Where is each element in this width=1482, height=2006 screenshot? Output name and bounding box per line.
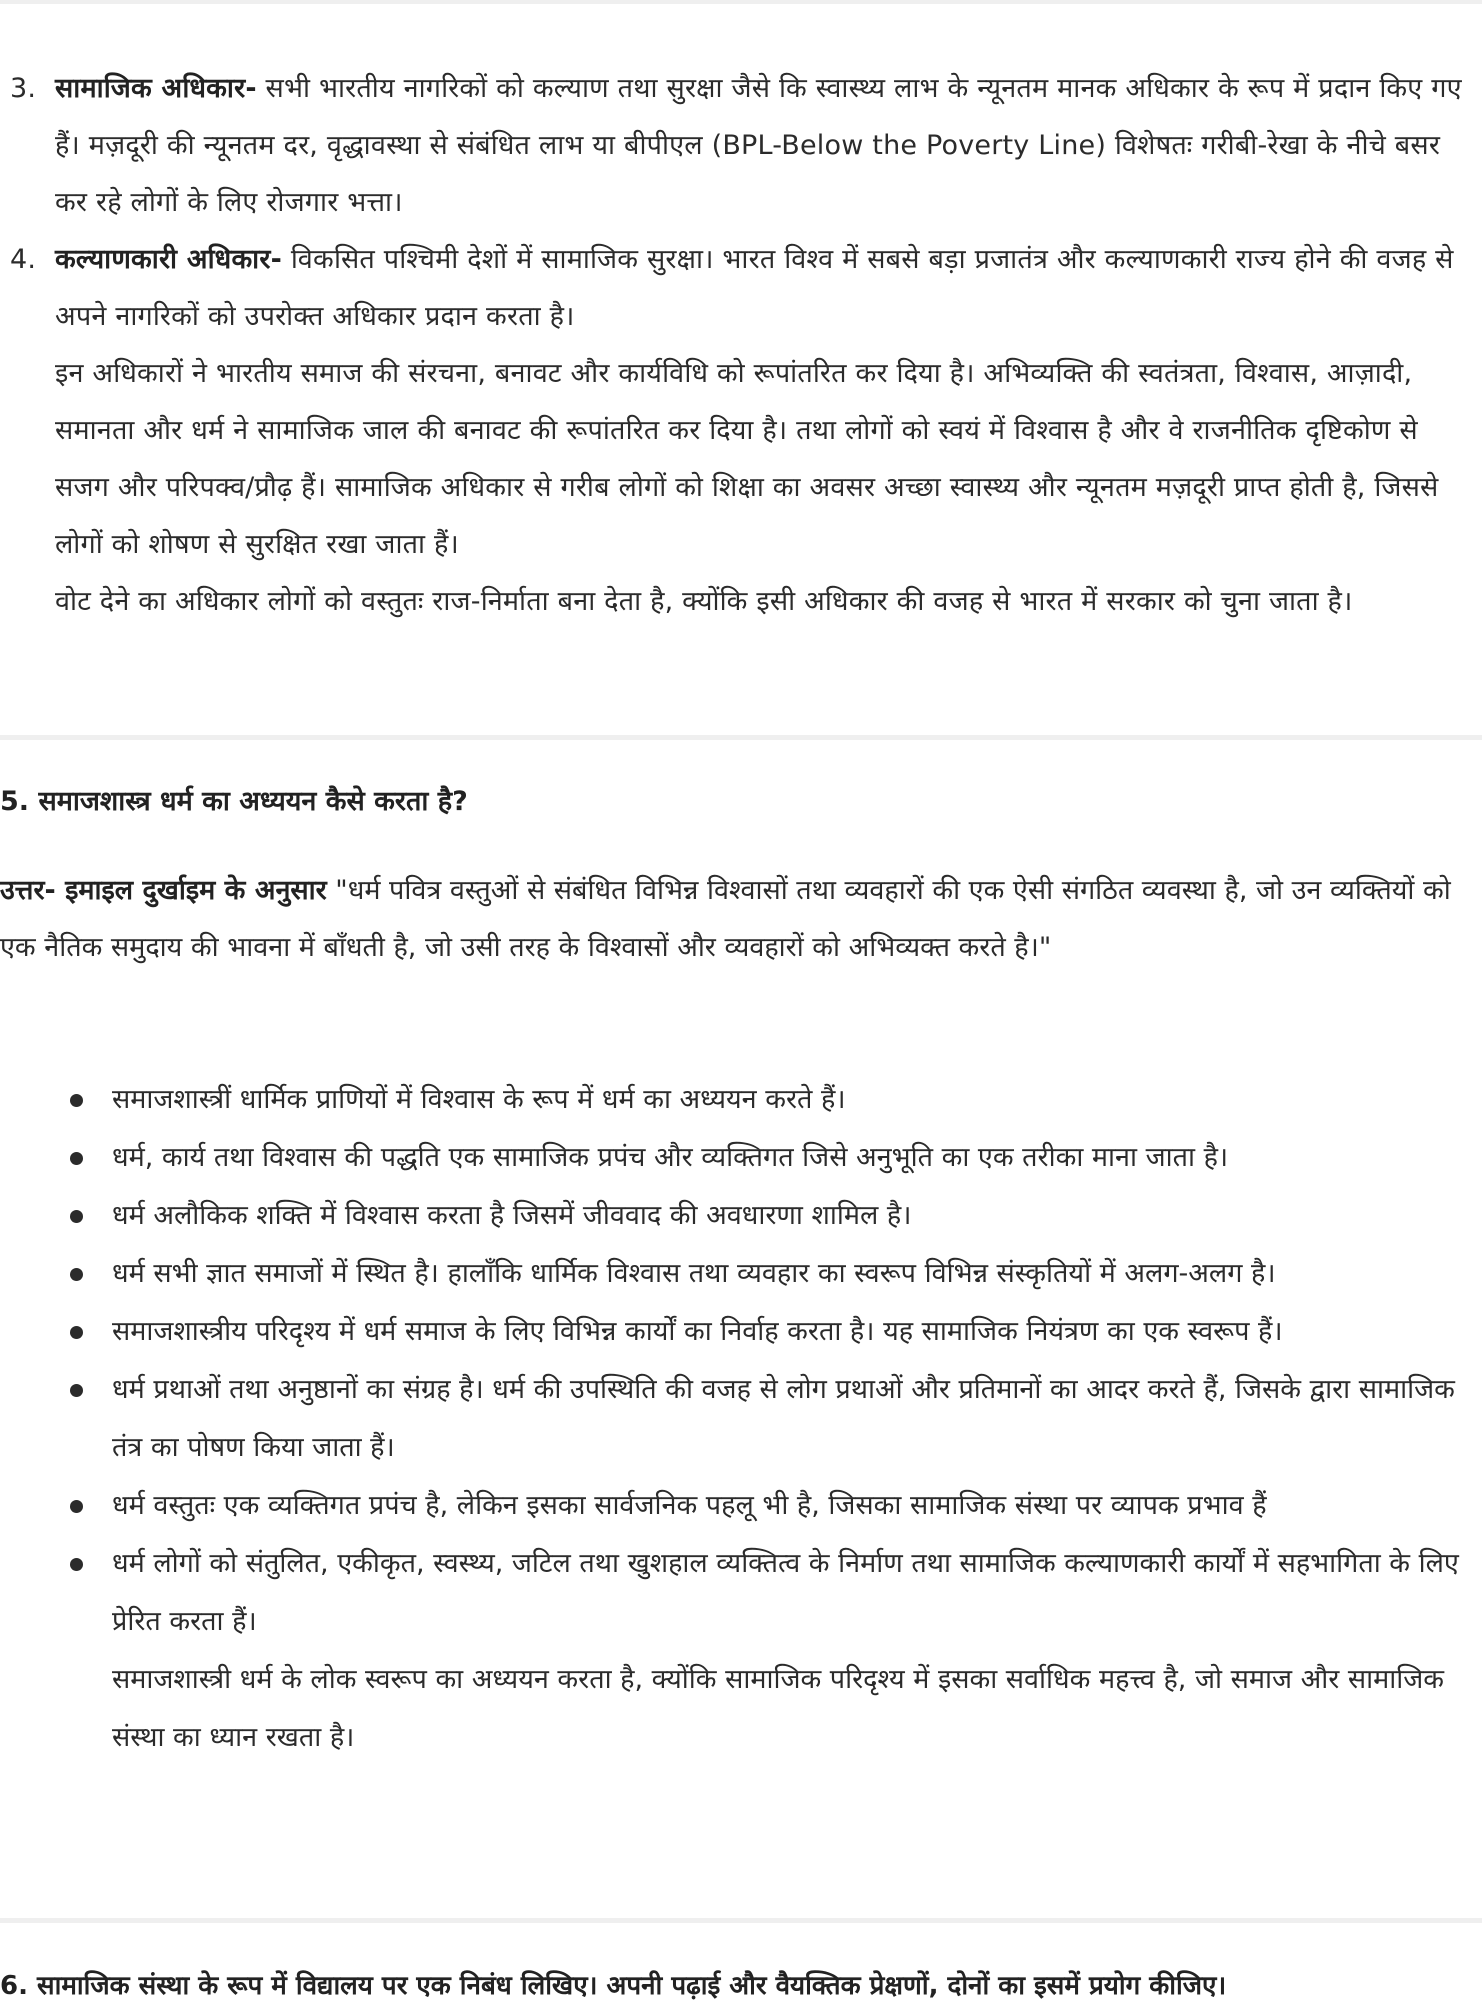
list-text: सभी भारतीय नागरिकों को कल्याण तथा सुरक्षा जैसे कि स्वास्थ्य लाभ के न्यूनतम मानक अधिकार के रूप में प्रदान किए गए हैं। मज़दूरी की न्यूनतम दर, वृद्धावस्था से संबंधित लाभ या बीपीएल (BPL-Below the Poverty Line) विशेषतः गरीबी-रेखा के नीचे बसर कर रहे लोगों के लिए रोजगार भत्ता।: [55, 73, 1462, 218]
list-text: विकसित पश्चिमी देशों में सामाजिक सुरक्षा। भारत विश्व में सबसे बड़ा प्रजातंत्र और कल्याणकारी राज्य होने की वजह से अपने नागरिकों को उपरोक्त अधिकार प्रदान करता है।: [55, 244, 1454, 332]
bullet-icon: [70, 1268, 83, 1281]
bullet-icon: [70, 1500, 83, 1513]
question-6: 6. सामाजिक संस्था के रूप में विद्यालय पर एक निबंध लिखिए। अपनी पढ़ाई और वैयक्तिक प्रेक्षणों, दोनों का इसमें प्रयोग कीजिए।: [0, 1971, 1227, 2001]
bullet-text: धर्म, कार्य तथा विश्वास की पद्धति एक सामाजिक प्रपंच और व्यक्तिगत जिसे अनुभूति का एक तरीका माना जाता है।: [112, 1142, 1229, 1173]
list-number: 3.: [10, 73, 37, 104]
bullet-icon: [70, 1210, 83, 1223]
list-item: [0, 1187, 1482, 1245]
list-term: कल्याणकारी अधिकार-: [55, 244, 283, 275]
list-item-3: [0, 60, 1478, 231]
bullet-text: धर्म वस्तुतः एक व्यक्तिगत प्रपंच है, लेकिन इसका सार्वजनिक पहलू भी है, जिसका सामाजिक संस्था पर व्यापक प्रभाव हैं: [112, 1490, 1267, 1521]
section-divider: [0, 735, 1482, 740]
question-5: 5. समाजशास्त्र धर्म का अध्ययन कैसे करता है?: [0, 786, 468, 817]
bullet-icon: [70, 1094, 83, 1107]
list-term: सामाजिक अधिकार-: [55, 73, 257, 104]
bullet-icon: [70, 1152, 83, 1165]
list-item: [0, 1361, 1482, 1477]
bullet-icon: [70, 1558, 83, 1571]
bullet-text: धर्म लोगों को संतुलित, एकीकृत, स्वस्थ्य, जटिल तथा खुशहाल व्यक्तित्व के निर्माण तथा सामाजिक कल्याणकारी कार्यों में सहभागिता के लिए प्रेरित करता हैं।: [112, 1548, 1459, 1637]
closing-paragraph: समाजशास्त्री धर्म के लोक स्वरूप का अध्ययन करता है, क्योंकि सामाजिक परिदृश्य में इसका सर्वाधिक महत्त्व है, जो समाज और सामाजिक संस्था का ध्यान रखता है।: [112, 1664, 1444, 1753]
rights-paragraph: इन अधिकारों ने भारतीय समाज की संरचना, बनावट और कार्यविधि को रूपांतरित कर दिया है। अभिव्यक्ति की स्वतंत्रता, विश्वास, आज़ादी, समानता और धर्म ने सामाजिक जाल की बनावट की रूपांतरित कर दिया है। तथा लोगों को स्वयं में विश्वास है और वे राजनीतिक दृष्टिकोण से सजग और परिपक्व/प्रौढ़ हैं। सामाजिक अधिकार से गरीब लोगों को शिक्षा का अवसर अच्छा स्वास्थ्य और न्यूनतम मज़दूरी प्राप्त होती है, जिससे लोगों को शोषण से सुरक्षित रखा जाता हैं।: [55, 358, 1439, 560]
bullet-text: धर्म सभी ज्ञात समाजों में स्थित है। हालाँकि धार्मिक विश्वास तथा व्यवहार का स्वरूप विभिन्न संस्कृतियों में अलग-अलग है।: [112, 1258, 1276, 1289]
list-item-4: [0, 231, 1478, 345]
bullet-text: धर्म प्रथाओं तथा अनुष्ठानों का संग्रह है। धर्म की उपस्थिति की वजह से लोग प्रथाओं और प्रतिमानों का आदर करते हैं, जिसके द्वारा सामाजिक तंत्र का पोषण किया जाता हैं।: [112, 1374, 1455, 1463]
list-item: [0, 1071, 1482, 1129]
section-divider: [0, 1918, 1482, 1923]
bullet-text: समाजशास्त्रीय परिदृश्य में धर्म समाज के लिए विभिन्न कार्यों का निर्वाह करता है। यह सामाजिक नियंत्रण का एक स्वरूप हैं।: [112, 1316, 1283, 1347]
answer-text: "धर्म पवित्र वस्तुओं से संबंधित विभिन्न विश्वासों तथा व्यवहारों की एक ऐसी संगठित व्यवस्था है, जो उन व्यक्तियों को एक नैतिक समुदाय की भावना में बाँधती है, जो उसी तरह के विश्वासों और व्यवहारों को अभिव्यक्त करते है।": [0, 875, 1451, 963]
bullet-list: [0, 1071, 1482, 1767]
answer-lead: उत्तर- इमाइल दुर्खाइम के अनुसार: [0, 875, 327, 906]
list-item: [0, 1129, 1482, 1187]
vote-paragraph: वोट देने का अधिकार लोगों को वस्तुतः राज-निर्माता बना देता है, क्योंकि इसी अधिकार की वजह से भारत में सरकार को चुना जाता है।: [55, 586, 1353, 617]
list-item: [0, 1535, 1482, 1651]
bullet-text: धर्म अलौकिक शक्ति में विश्वास करता है जिसमें जीववाद की अवधारणा शामिल है।: [112, 1200, 912, 1231]
rights-section: [0, 60, 1478, 630]
list-item: [0, 1477, 1482, 1535]
list-item: [0, 1245, 1482, 1303]
bullet-text: समाजशास्त्रीं धार्मिक प्राणियों में विश्वास के रूप में धर्म का अध्ययन करते हैं।: [112, 1084, 846, 1115]
answer-5: [0, 862, 1478, 976]
top-divider: [0, 0, 1482, 4]
bullet-icon: [70, 1326, 83, 1339]
list-item: [0, 1303, 1482, 1361]
list-number: 4.: [10, 244, 37, 275]
bullet-icon: [70, 1384, 83, 1397]
